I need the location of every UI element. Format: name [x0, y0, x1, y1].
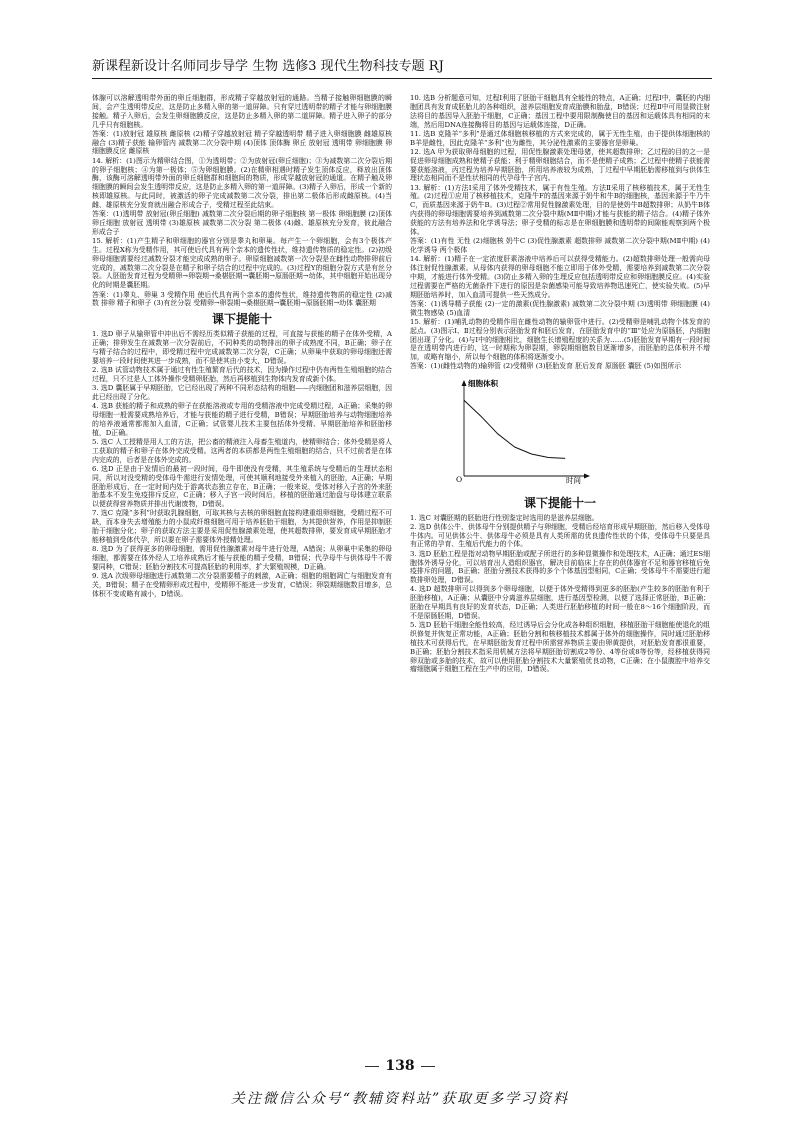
- page-number: [340, 1058, 460, 1074]
- paragraph: 8. 选D 为了获得更多的卵母细胞，需用促性腺激素对母牛进行处理，A错误；从卵巢中采集的卵母细胞，都需要在体外经人工培养成熟后才能与获能的精子受精，B错误；代孕母牛与供体母牛不需要同种，C错误；胚胎分割技术可提高胚胎的利用率，扩大繁殖规模，D正确。: [92, 545, 392, 571]
- paragraph: 7. 选C 克隆“多利”时获取乳腺细胞，可取其核与去核的卵细胞直接构建重组卵细胞，受精过程不可缺，而本身失去增殖能力的小鼠成纤维细胞可用于培养胚胎干细胞，为其提供营养，作用是抑制胚胎干细胞分化；卵子的获取方法主要是采用促性腺激素处理，使其超数排卵，要发育成早期胚胎才能移植到受体代孕，所以要在卵子需要体外授精处理。: [92, 509, 392, 544]
- x-axis-label: 时间: [566, 475, 581, 484]
- left-column: [92, 94, 392, 1064]
- answer-paragraph: 答案：(1)诱导精子获能 (2)一定的激素(促性腺激素) 减数第二次分裂中期 (3)透明带 卵细胞膜 (4)微生物感染 (5)血清: [410, 299, 710, 317]
- paragraph: 15. 解析：(1)哺乳动物的受精作用在雌性动物的输卵管中进行。(2)受精卵是哺乳动物个体发育的起点。(3)图示Ⅰ、Ⅱ过程分别表示胚胎发育和胚后发育，在胚胎发育中的“Ⅲ”处应为原肠胚，内细胞团出现了分化。(4)与Ⅰ中的细胞相比，细胞生长增殖程度的关系为……(5)胚胎发育早期有一段时间是在透明带内进行的，这一时期称为卵裂期，卵裂期细胞数目逐渐增多，而胚胎的总体积并不增加，或略有缩小，所以每个细胞的体积将逐渐变小。: [410, 317, 710, 362]
- header-title: 新课程新设计名师同步导学 生物 选修3 现代生物科技专题 RJ: [92, 59, 444, 74]
- paragraph: 3. 选D 囊胚属于早期胚胎，它已经出现了两种不同形态结构的细胞——内细胞团和滋养层细胞，因此已经出现了分化。: [92, 384, 392, 401]
- answer-paragraph: 答案：(1)放射冠 雄原核 雌原核 (2)精子穿越放射冠 精子穿越透明带 精子进入卵细胞膜 雌雄原核融合 (3)精子获能 输卵管内 减数第二次分裂中期 (4)顶体 顶体酶 卵丘 放射冠 透明带 卵细胞膜 卵细胞膜反应 雌原核: [92, 129, 392, 156]
- paragraph: 体腺可以溶解透明带外面的卵丘细胞群，形成精子穿越放射冠的通路。当精子接触卵细胞膜的瞬间，会产生透明带反应，这是防止多精入卵的第一道屏障。只有穿过透明带的精子才能与卵细胞膜接触。精子入卵后，会发生卵细胞膜反应，这是防止多精入卵的第二道屏障。精子进入卵子的部分几乎只有细胞核。: [92, 94, 392, 129]
- y-axis-label: 细胞体积: [468, 378, 498, 388]
- paragraph: 5. 选C 人工授精是用人工的方法，把公畜的精液注入母畜生殖道内，使精卵结合；体外受精是将人工获取的精子和卵子在体外完成受精。这两者的本质都是两性生殖细胞的结合，只不过前者是在体内完成的，后者是在体外完成的。: [92, 437, 392, 464]
- paragraph: 4. 选D 超数排卵可以得到多个卵母细胞，以便于体外受精得到更多的胚胎(产生较多的胚胎有利于胚胎移植)，A正确；从囊胚中分离滋养层细胞，进行基因型检测，以便了选择正常胚胎，B正确；胚胎在早期具有良好的发育状态，D正确；人类进行胚胎移植的时间一般在8～16个细胞阶段，而不是原肠胚期，D错误。: [410, 585, 710, 620]
- chart-series: [464, 400, 565, 458]
- paragraph: 9. 选A 次级卵母细胞进行减数第二次分裂需要精子的刺激，A正确；细胞的细胞凋亡与细胞发育有关，B错误；精子在受精卵形成过程中，受精卵不能进一步发育，C错误；卵裂期细胞数目增多，总体积不变或略有减小，D错误。: [92, 572, 392, 598]
- paragraph: 2. 选D 供体公牛、供体母牛分别提供精子与卵细胞，受精后经培育形成早期胚胎，然后移入受体母牛体内。可见供体公牛、供体母牛必须是具有人类所需的优良遗传性状的个体，受体母牛只要是具有正常的孕育、生殖后代能力的个体。: [410, 522, 710, 549]
- cell-volume-curve: [464, 400, 565, 458]
- x-axis-arrow: [584, 473, 590, 478]
- right-block-1: [410, 94, 710, 371]
- y-axis-arrow: [462, 380, 467, 386]
- left-block-1: [92, 94, 392, 308]
- paragraph: 14. 解析：(1)图示为精卵结合图，①为透明带；②为放射冠(卵丘细胞)；③为减数第二次分裂后期的卵子细胞核；④为第一极体；⑤为卵细胞膜。(2)在精卵相遇时精子发生顶体反应，释放出顶体酶，该酶可溶解透明带外面的卵丘细胞群和细胞间的物质，形成穿越放射冠的通道。在精子触及卵细胞膜的瞬间会发生透明带反应，这是防止多精入卵的第一道屏障。(3)精子入卵后，形成一个新的核即雄原核。与此同时，被激活的卵子完成减数第二次分裂，排出第二极体后形成雌原核。(4)当雌、雄原核充分发育就出融合形成合子，受精过程至此结束。: [92, 156, 392, 209]
- paragraph: 4. 选B 获能的精子和成熟的卵子在获能溶液或专用的受精溶液中完成受精过程，A正确；采集的卵母细胞一般需要成熟培养后，才能与获能的精子进行受精，B错误；早期胚胎培养与动物细胞培养的培养液通常都需加入血清，C正确；试管婴儿技术主要包括体外受精、早期胚胎培养和胚胎移植，D正确。: [92, 402, 392, 437]
- divider: [365, 1066, 379, 1067]
- paragraph: 3. 选D 胚胎工程是指对动物早期胚胎或配子所进行的多种显微操作和处理技术，A正确；通过ES细胞体外诱导分化，可以培育出人造组织器官，解决目前临床上存在的供体器官不足和器官移植后免疫排斥的问题，B正确；胚胎分割技术获得的多个个体基因型相同，C正确；受体母牛不需要进行超数排卵处理，D错误。: [410, 549, 710, 585]
- left-block-2: [92, 330, 392, 598]
- answer-paragraph: 答案：(1)睾丸、卵巢 3 受精作用 使后代具有两个亲本的遗传性状，维持遗传物质的稳定性 (2)减数 排卵 精子和卵子 (3)有丝分裂 受精卵→卵裂期→桑椹胚期→囊胚期→原肠胚期→幼体 囊胚期: [92, 290, 392, 308]
- paragraph: 1. 选C 对囊胚期的胚胎进行性别鉴定时选用的是滋养层细胞。: [410, 513, 599, 522]
- paragraph: 12. 选A 甲为获取卵母细胞的过程，用促性腺激素处理母猪，使其超数排卵；乙过程的目的之一是促进卵母细胞成熟和使精子获能；利于精卵细胞结合，而不是使精子成熟；乙过程中使精子获能需要获能溶液，丙过程为培养早期胚胎，所用培养液较为成熟，丁过程中早期胚胎需移植到与供体生理状态相同而不是性状相同的代孕母牛子宫内。: [410, 147, 710, 183]
- answer-paragraph: 答案：(1)有性 无性 (2)细胞核 奶牛C (3)促性腺激素 超数排卵 减数第二次分裂中期(MⅡ中期) (4)化学诱导 两个极体: [410, 237, 710, 254]
- paragraph: 5. 选D 胚胎干细胞全能性较高，经过诱导后会分化成各种组织细胞，移植胚胎干细胞能使退化的组织修复并恢复正常功能，A正确；胚胎分割和核移植技术都属于体外的细胞操作，同时通过胚胎移植技术可获得后代，在早期胚胎发育过程中所需营养物质主要由卵黄提供，对胚胎发育都很重要，B正确；胚胎分割技术指采用机械方法将早期胚胎切割成2等份、4等份或8等份等，经移植获得同卵双胎或多胎的技术，故可以使用胚胎分割技术大量繁殖优良动物，C正确；在小鼠腹腔中培养交瘤细胞属于细胞工程在生产中的应用，D错误。: [410, 621, 710, 674]
- origin-label: O: [456, 474, 463, 484]
- section-title: 课下提能十: [211, 312, 272, 327]
- paragraph: 14. 解析：(1)精子在一定浓度肝素溶液中培养后可以获得受精能力。(2)超数排卵处理一般需向母体注射促性腺激素。从母体内获得的卵母细胞不能立即用于体外受精，需要培养到减数第二次分裂中期，才能进行体外受精。(3)防止多精入卵的生理反应包括透明带反应和卵细胞膜反应。(4)实验过程需要在严格的无菌条件下进行的原因是杂菌感染可能导致培养物迅速死亡，使实验失败。(5)早期胚胎培养时，加入血清可提供一些天然成分。: [410, 255, 710, 299]
- paragraph: 15. 解析：(1)产生精子和卵细胞的器官分别是睾丸和卵巢。每产生一个卵细胞，会有3个极体产生。过程X称为受精作用，其可使后代具有两个亲本的遗传性状，维持遗传物质的稳定性。(2)初级卵母细胞需要经过减数分裂才能完成成熟的卵子。卵原细胞减数第一次分裂是在雌性动物排卵前后完成的，减数第二次分裂是在精子和卵子结合的过程中完成的。(3)过程Y的细胞分裂方式是有丝分裂。人胚胎发育过程为受精卵→卵裂期→桑椹胚期→囊胚期→原肠胚期→幼体，其中细胞开始出现分化的时期是囊胚期。: [92, 237, 392, 290]
- paragraph: 2. 选B 试管动物技术属于通过有性生殖繁育后代的技术，因为操作过程中仍有两性生殖细胞的结合过程，只不过是人工体外操作受精卵胚胎，然后再移植到生物体内发育成新个体。: [92, 365, 392, 383]
- paragraph: 10. 选B 分析题意可知，过程Ⅰ利用了胚胎干细胞具有全能性的特点，A正确；过程Ⅰ中，囊胚的内细胞团具有发育成胚胎儿的各种组织，滋养层细胞发育成胎膜和胎盘，B错误；过程Ⅱ中可用显微注射法将目的基因导入胚胎干细胞，C正确；基因工程中要用限制酶使目的基因和运载体具有相同的末端，然后用DNA连接酶将目的基因与运载体连接，D正确。: [410, 94, 710, 129]
- paragraph: 1. 选D 卵子从输卵管中冲出后不需经历类似精子获能的过程，可直接与获能的精子在体外受精，A正确；排卵发生在减数第一次分裂前后，不同种类的动物排出的卵子成熟度不同，B正确；卵子在与精子结合的过程中，即受精过程中完成减数第二次分裂，C正确；从卵巢中获取的卵母细胞还需要培养一段时间使其进一步成熟，而不是使其由小变大，D错误。: [92, 330, 392, 365]
- paragraph: 13. 解析：(1)方法Ⅰ采用了体外受精技术，属于有性生殖。方法Ⅱ采用了核移植技术，属于无性生殖。(2)过程①应用了核移植技术，克隆牛F的基因来源于奶牛和牛B的细胞核，基因来源于牛乃牛C，而质基因来源于奶牛B。(3)过程②常用促性腺激素处理，目的是使奶牛B超数排卵；从奶牛B体内获得的卵母细胞需要培养到减数第二次分裂中期(MⅡ中期)才能与获能的精子结合。(4)精子体外获能的方法有培养法和化学诱导法；卵子受精的标志是在卵细胞膜和透明带的间隙能观察到两个极体。: [410, 183, 710, 236]
- paragraph: 11. 选B 克隆羊“多利”是通过体细胞核移植的方式来完成的，属于无性生殖，由于提供体细胞核的B羊是雌性，因此克隆羊“多利”也为雌性，其分泌性激素的主要器官是卵巢。: [410, 129, 710, 147]
- right-column: [410, 94, 710, 1064]
- answer-paragraph: 答案：(1)透明带 放射冠(卵丘细胞) 减数第二次分裂后期的卵子细胞核 第一极体 卵细胞膜 (2)顶体 卵丘细胞 放射冠 透明带 (3)雄原核 减数第二次分裂 第二极体 (4)雌、雄原核充分发育，彼此融合形成合子: [92, 210, 392, 236]
- page-header: [92, 56, 712, 79]
- cell-volume-chart: [446, 376, 596, 484]
- answer-paragraph: 答案：(1)(雌性动物的)输卵管 (2)受精卵 (3)胚胎发育 胚后发育 原肠胚 囊胚 (5)如图所示: [410, 362, 682, 371]
- right-block-2: [410, 514, 710, 675]
- paragraph: 6. 选D 正是由于发情后的最初一段时间，母牛即使没有受精，其生殖系统与受精后的生理状态相同，所以对没受精的受体母牛需进行发情处理，可使其顺利地接受外来植入的胚胎，A正确；早期胚胎形成后，在一定时间内处于游离状态独立存在，B正确；一般来说，受体对移入子宫的外来胚胎基本不发生免疫排斥反应，C正确；移入子宫一段时间后，移植的胚胎通过胎盘与母体建立联系以便获得营养物质并排出代谢废物，D错误。: [92, 464, 392, 509]
- section-title: 课下提能十一: [523, 495, 596, 510]
- footer-note: 关注微信公众号“教辅资料站”获取更多学习资料: [230, 1091, 570, 1107]
- page-number-text: 138: [385, 1058, 415, 1074]
- divider: [421, 1066, 435, 1067]
